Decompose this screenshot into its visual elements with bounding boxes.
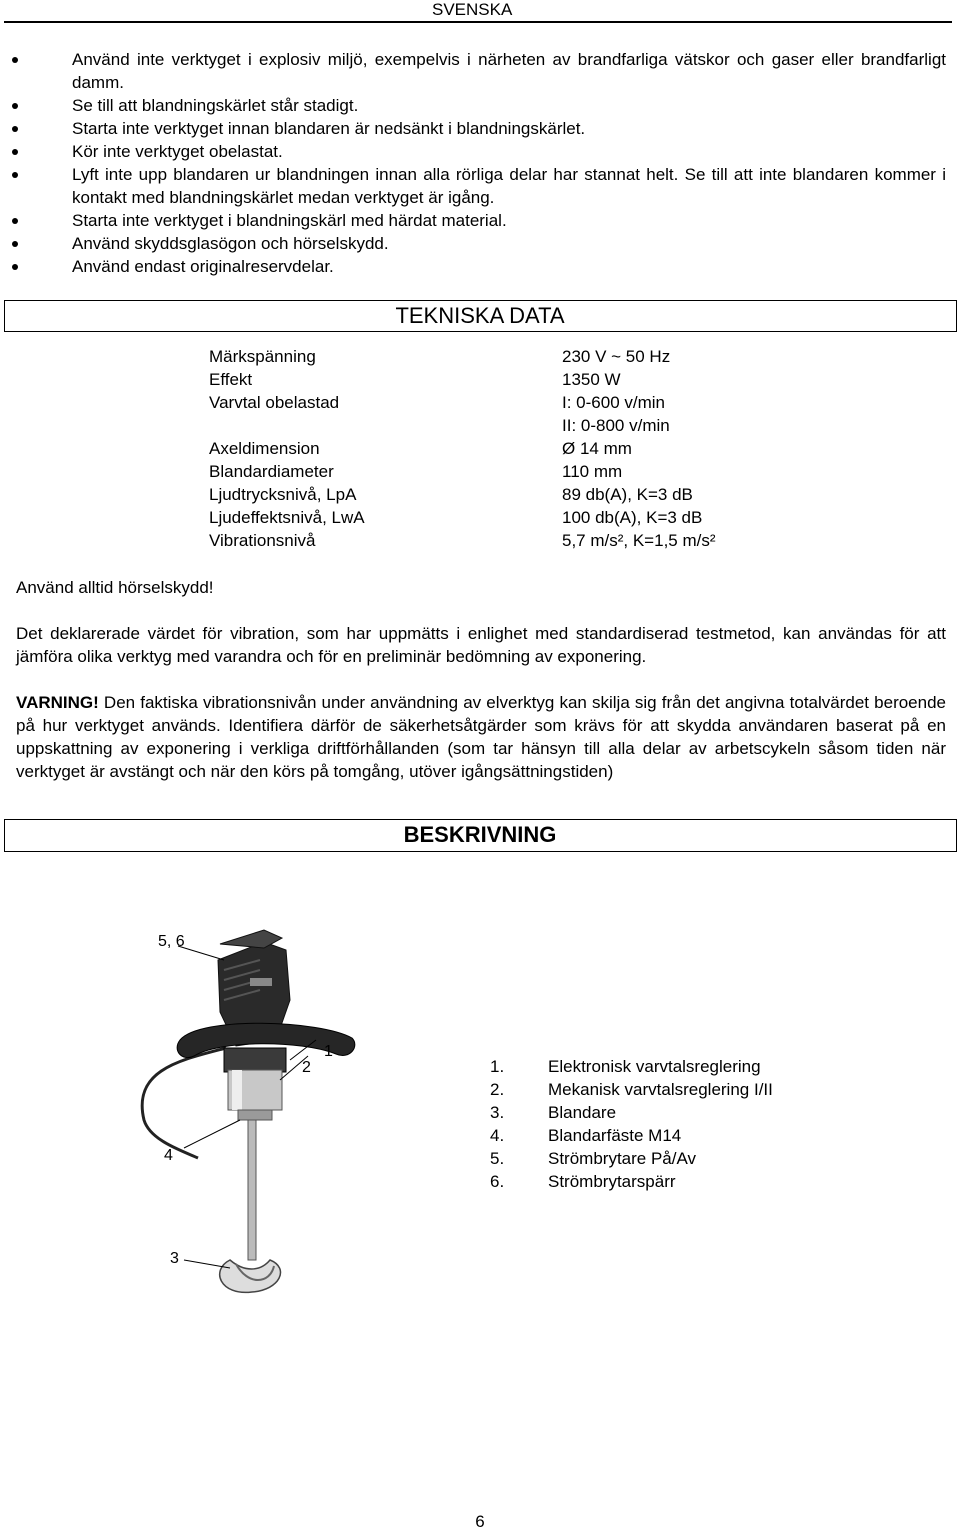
bullet-text: Se till att blandningskärlet står stadigt. — [72, 96, 359, 115]
bullet-icon — [12, 57, 18, 63]
list-item — [490, 1147, 773, 1170]
part-number: 4. — [490, 1126, 505, 1145]
list-item — [0, 232, 960, 255]
mixing-paddle — [220, 1120, 281, 1292]
spec-value: 110 mm — [562, 462, 623, 481]
callout-label: 2 — [302, 1059, 311, 1076]
bullet-icon — [12, 103, 18, 109]
bullet-text: Kör inte verktyget obelastat. — [72, 142, 283, 161]
spec-label: Axeldimension — [209, 439, 320, 458]
part-number: 3. — [490, 1103, 505, 1122]
part-number: 2. — [490, 1080, 505, 1099]
part-number: 5. — [490, 1149, 505, 1168]
hearing-protection-note: Använd alltid hörselskydd! — [16, 578, 214, 597]
spec-value: Ø 14 mm — [562, 439, 632, 458]
spec-label: Ljudtrycksnivå, LpA — [209, 485, 357, 504]
spec-labels-column — [209, 345, 365, 552]
callout-label: 5, 6 — [158, 933, 185, 950]
part-label: Strömbrytarspärr — [548, 1172, 676, 1191]
part-label: Strömbrytare På/Av — [548, 1149, 697, 1168]
part-label: Mekanisk varvtalsreglering I/II — [548, 1080, 773, 1099]
parts-list — [490, 1055, 773, 1193]
list-item — [490, 1170, 773, 1193]
list-item — [490, 1078, 773, 1101]
header-rule — [4, 21, 952, 23]
mixer-illustration — [140, 920, 400, 1310]
part-number: 6. — [490, 1172, 505, 1191]
bullet-text: Starta inte verktyget innan blandaren är nedsänkt i blandningskärlet. — [72, 119, 586, 138]
spec-value: 1350 W — [562, 370, 621, 389]
spec-label: Märkspänning — [209, 347, 316, 366]
part-number: 1. — [490, 1057, 505, 1076]
list-item — [0, 163, 960, 209]
part-label: Blandare — [548, 1103, 617, 1122]
page-number: 6 — [475, 1512, 485, 1531]
spec-label — [209, 414, 365, 437]
part-label: Blandarfäste M14 — [548, 1126, 682, 1145]
bullet-text: Använd inte verktyget i explosiv miljö, exempelvis i närheten av brandfarliga vätskor och gaser eller brandfarligt damm. — [72, 50, 946, 92]
bullet-icon — [12, 172, 18, 178]
safety-bullet-list — [0, 48, 960, 278]
spec-label: Varvtal obelastad — [209, 393, 340, 412]
spec-label: Blandardiameter — [209, 462, 334, 481]
spec-value: 230 V ~ 50 Hz — [562, 347, 671, 366]
bullet-icon — [12, 241, 18, 247]
technical-data-title: TEKNISKA DATA — [395, 303, 565, 328]
callout-label: 1 — [324, 1043, 333, 1060]
warning-label: VARNING! — [16, 693, 99, 712]
list-item — [0, 94, 960, 117]
spec-label: Vibrationsnivå — [209, 531, 316, 550]
callout-label: 3 — [170, 1250, 179, 1267]
gear-housing — [224, 1048, 286, 1120]
vibration-paragraph: Det deklarerade värdet för vibration, som har uppmätts i enlighet med standardiserad testmetod, kan användas för att jämföra olika verktyg med varandra och för en preliminär bedömning av exponering. — [16, 624, 946, 666]
power-cord — [142, 1048, 226, 1158]
spec-label: Effekt — [209, 370, 253, 389]
spec-value: 100 db(A), K=3 dB — [562, 508, 703, 527]
list-item — [490, 1124, 773, 1147]
callout-label: 4 — [164, 1147, 173, 1164]
description-title: BESKRIVNING — [403, 822, 557, 847]
list-item — [490, 1055, 773, 1078]
spec-value: 89 db(A), K=3 dB — [562, 485, 693, 504]
spec-label: Ljudeffektsnivå, LwA — [209, 508, 365, 527]
bullet-icon — [12, 126, 18, 132]
list-item — [0, 48, 960, 94]
spec-value: II: 0-800 v/min — [562, 416, 670, 435]
bullet-icon — [12, 149, 18, 155]
list-item — [0, 117, 960, 140]
list-item — [490, 1101, 773, 1124]
bullet-text: Lyft inte upp blandaren ur blandningen innan alla rörliga delar har stannat helt. Se till att inte blandaren kommer i kontakt med blandningskärlet medan verktyget är igång. — [72, 165, 946, 207]
list-item — [0, 255, 960, 278]
warning-text: Den faktiska vibrationsnivån under användning av elverktyg kan skilja sig från det angivna totalvärdet beroende på hur verktyget används. Identifiera därför de säkerhetsåtgärder som krävs för att skydda användaren baserat på en uppskattning av exponering i verkliga driftförhållanden (som tar hänsyn till alla delar av arbetscykeln såsom tiden när verktyget är avstängt och när den körs på tomgång, utöver igångsättningstiden) — [16, 693, 946, 781]
bullet-text: Starta inte verktyget i blandningskärl med härdat material. — [72, 211, 507, 230]
header-language: SVENSKA — [432, 0, 513, 19]
bullet-text: Använd skyddsglasögon och hörselskydd. — [72, 234, 389, 253]
warning-paragraph — [16, 691, 946, 783]
spec-values-column — [562, 345, 716, 552]
part-label: Elektronisk varvtalsreglering — [548, 1057, 761, 1076]
spec-value: I: 0-600 v/min — [562, 393, 665, 412]
spec-value: 5,7 m/s², K=1,5 m/s² — [562, 531, 716, 550]
bullet-text: Använd endast originalreservdelar. — [72, 257, 334, 276]
bullet-icon — [12, 264, 18, 270]
bullet-icon — [12, 218, 18, 224]
list-item — [0, 140, 960, 163]
list-item — [0, 209, 960, 232]
